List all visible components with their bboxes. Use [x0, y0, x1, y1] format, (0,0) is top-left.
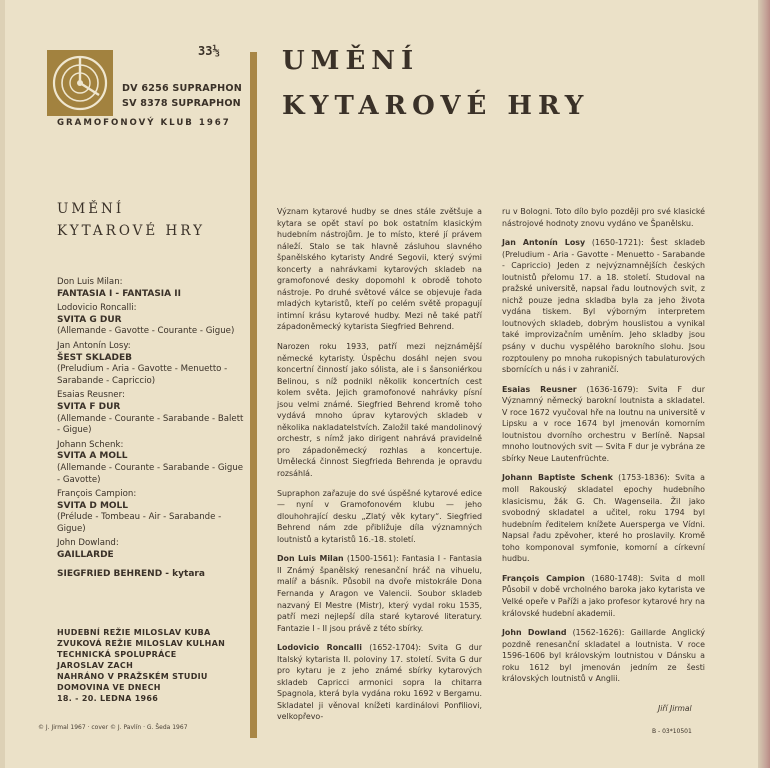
composer-name: Esaias Reusner: [502, 384, 577, 394]
composer-name: Lodovicio Roncalli:: [57, 303, 137, 314]
catalog-number-mono: DV 6256 SUPRAPHON: [122, 83, 242, 94]
credit-line: JAROSLAV ZACH: [57, 661, 134, 670]
movements: (Allemande - Gavotte - Courante - Gigue): [57, 326, 235, 337]
composer-note: [502, 573, 705, 619]
movements: (Prélude - Tombeau - Air - Sarabande - Gigue): [57, 512, 222, 534]
composer-text: (1636-1679): Svita F dur Významný německý barokní loutnista a skladatel. V roce 1672 vyučoval hře na loutnu na universitě v Lipsku a v roce 1674 byl jmenován komorním loutnistou dvorního orchestru v Berlíně. Napsal mnoho loutnových svit — Svita F dur je vybrána ze sbírky Neue Lautenfrüchte.: [502, 384, 705, 463]
movements: (Allemande - Courante - Sarabande - Gigue - Gavotte): [57, 462, 244, 485]
composer-text: (1680-1748): Svita d moll Působil v době vrcholného baroka jako kytarista ve Velké opeře v Paříži a jako profesor kytarové hry na královské hudební akademii.: [502, 573, 705, 618]
credit-line: NAHRÁNO V PRAŽSKÉM STUDIU: [57, 672, 208, 681]
playback-speed: 33⅓: [198, 44, 220, 58]
work-title: ŠEST SKLADEB: [57, 352, 133, 363]
liner-notes-column-1: [277, 206, 482, 731]
composer-text: (1753-1836): Svita a moll Rakouský skladatel epochy hudebního klasicismu, žák G. Ch. Wagenseila. Žil jako svobodný skladatel a učitel, roku 1794 byl hudebním ředitelem knížete Auersperga ve Vídni. Napsal řadu zpěvoher, které ho proslavily. Kromě toho komponoval symfonie, komorní a církevní hudbu.: [502, 473, 705, 564]
work-title: SVITA G DUR: [57, 314, 122, 325]
work-title: GAILLARDE: [57, 550, 114, 561]
composer-note: [502, 627, 705, 685]
composer-name: Jan Antonín Losy:: [57, 340, 131, 351]
main-title-line2: KYTAROVÉ HRY: [282, 91, 590, 121]
composer-note: [277, 553, 482, 634]
composer-name: Don Luis Milan:: [57, 277, 123, 287]
composer-name: John Dowland: [502, 628, 567, 638]
composer-text: (1562-1626): Gaillarde Anglický pozdně renesanční skladatel a loutnista. V roce 1596-1606 byl královským loutnistou v Dánsku a roku 1612 byl jmenován jedním ze šesti královských loutnistů v Anglii.: [502, 628, 705, 684]
composer-name: François Campion:: [57, 489, 137, 500]
paragraph: Význam kytarové hudby se dnes stále zvětšuje a kytara se opět staví po bok ostatním klasickým hudebním nástrojům. Je to místo, které jí právem náleží. Stalo se tak hlavně zásluhou slavného španělského kytaristy André Segovii, který svými koncerty a nahrávkami kytarových skladeb na gramofonové desky dopomohl k obrodě tohoto nástroje. Po druhé světové válce se objevuje řada mladých kytaristů, kteří po celém světě propagují intimní krásu kytarové hudby. Mezi ně také patří západoněmecký kytarista Siegfried Behrend.: [277, 207, 482, 332]
composer-note: [502, 472, 705, 564]
paragraph: Supraphon zařazuje do své úspěšné kytarové edice — nyní v Gramofonovém klubu — jeho dlouhohrající desku „Zlatý věk kytary“. Siegfried Behrend nám zde přibližuje díla významných loutnistů a kytaristů 16.-18. století.: [277, 488, 482, 544]
composer-name: John Dowland:: [57, 538, 119, 549]
production-credits: [57, 627, 247, 704]
club-label: GRAMOFONOVÝ KLUB 1967: [57, 118, 231, 128]
sleeve-edge-left: [0, 0, 5, 768]
composer-text: (1650-1721): Šest skladeb (Preludium - Aria - Gavotte - Menuetto - Sarabande - Capriccio) Jeden z nejvýznamnějších českých loutnistů přelomu 17. a 18. století. Studoval na pražské universitě, napsal řadu loutnových svit, z nichž pouze jedna skladba byla za jeho života vydána tiskem. Byl výborným interpretem loutnových skladeb, dobrým houslistou a vynikal také improvizačním uměním. Jeho skladby jsou psány v duchu vyspělého barokního slohu. Jsou rozptouleny po mnoha rukopisných tabulaturových sbornících u nás i v zahraničí.: [502, 238, 705, 375]
composer-name: François Campion: [502, 573, 585, 583]
sub-title-line1: UMĚNÍ: [57, 201, 125, 217]
composer-note: [502, 237, 705, 376]
movements: (Allemande - Courante - Sarabande - Balett - Gigue): [57, 413, 244, 436]
print-code: B - 03*10501: [652, 728, 692, 735]
credit-line: DOMOVINA VE DNECH: [57, 683, 161, 692]
paragraph: ru v Bologni. Toto dílo bylo později pro své klasické nástrojové hodnoty znovu vydáno ve Španělsku.: [502, 207, 705, 228]
sleeve-edge-right: [758, 0, 770, 768]
credit-line: ZVUKOVÁ REŽIE MILOSLAV KULHAN: [57, 639, 226, 648]
copyright-line: © J. Jirmal 1967 · cover © J. Pavlín · G. Šeda 1967: [38, 724, 188, 731]
composer-text: (1652-1704): Svita G dur Italský kytarista II. poloviny 17. století. Svita G dur pro kytaru je z jeho známé sbírky kytarových skladeb Capricci armonici sopra la chitarra Spagnola, která byla vydána roku 1692 v Bergamu. Skladatel ji věnoval knížeti kardinálovi Ponfiliovi, velkopřevo-: [277, 643, 482, 722]
composer-name: Johann Schenk:: [57, 439, 124, 450]
supraphon-logo-icon: [47, 50, 113, 116]
credit-line: HUDEBNÍ REŽIE MILOSLAV KUBA: [57, 628, 211, 637]
composer-name: Jan Antonín Losy: [502, 238, 586, 248]
performer: SIEGFRIED BEHREND - kytara: [57, 568, 205, 579]
liner-notes-column-2: [502, 206, 705, 693]
paragraph: Narozen roku 1933, patří mezi nejznámější německé kytaristy. Úspěchu dosáhl nejen svou koncertní činností jako sólista, ale i s šansoniérkou Belinou, s níž podnikl několik koncertních cest kolem světa. Jejich gramofonové nahrávky písní jsou velmi známé. Siegfried Behrend kromě toho vydává mnoho úprav kytarových skladeb v několika nakladatelstvích. Založil také mandolinový orchestr, s nímž jako dirigent nahrává pravidelně pro západoněmecký rozhlas a koncertuje. Umělecká činnost Siegfrieda Behrenda je opravdu rozsáhlá.: [277, 342, 482, 479]
sub-title-line2: KYTAROVÉ HRY: [57, 223, 205, 239]
composer-name: Johann Baptiste Schenk: [502, 473, 613, 483]
composer-note: [277, 642, 482, 723]
work-title: SVITA F DUR: [57, 401, 121, 412]
work-title: SVITA A MOLL: [57, 451, 128, 462]
composer-name: Esaias Reusner:: [57, 390, 125, 401]
catalog-number-stereo: SV 8378 SUPRAPHON: [122, 98, 241, 109]
author-signature: Jiří Jirmal: [658, 704, 692, 713]
track-program: [57, 274, 247, 580]
credit-line: TECHNICKÁ SPOLUPRÁCE: [57, 650, 177, 659]
divider-bar: [250, 52, 257, 738]
main-title-line1: UMĚNÍ: [282, 46, 420, 76]
composer-name: Don Luis Milan: [277, 554, 344, 564]
composer-text: (1500-1561): Fantasia I - Fantasia II Známý španělský renesanční hráč na vihuelu, malíř a básník. Působil na dvoře mistokrále Dona Fernanda y Aragon ve Valencii. Soubor skladeb nazvaný El Mestre (Mistr), který vydal roku 1535, patří mezi nejlepší díla staré kytarové literatury. Fantazie I - II jsou právě z této sbírky.: [277, 554, 482, 633]
composer-name: Lodovicio Roncalli: [277, 643, 362, 653]
work-title: FANTASIA I - FANTASIA II: [57, 288, 181, 299]
composer-note: [502, 384, 705, 465]
credit-line: 18. - 20. LEDNA 1966: [57, 694, 159, 703]
movements: (Preludium - Aria - Gavotte - Menuetto - Sarabande - Capriccio): [57, 364, 228, 386]
work-title: SVITA D MOLL: [57, 500, 129, 511]
